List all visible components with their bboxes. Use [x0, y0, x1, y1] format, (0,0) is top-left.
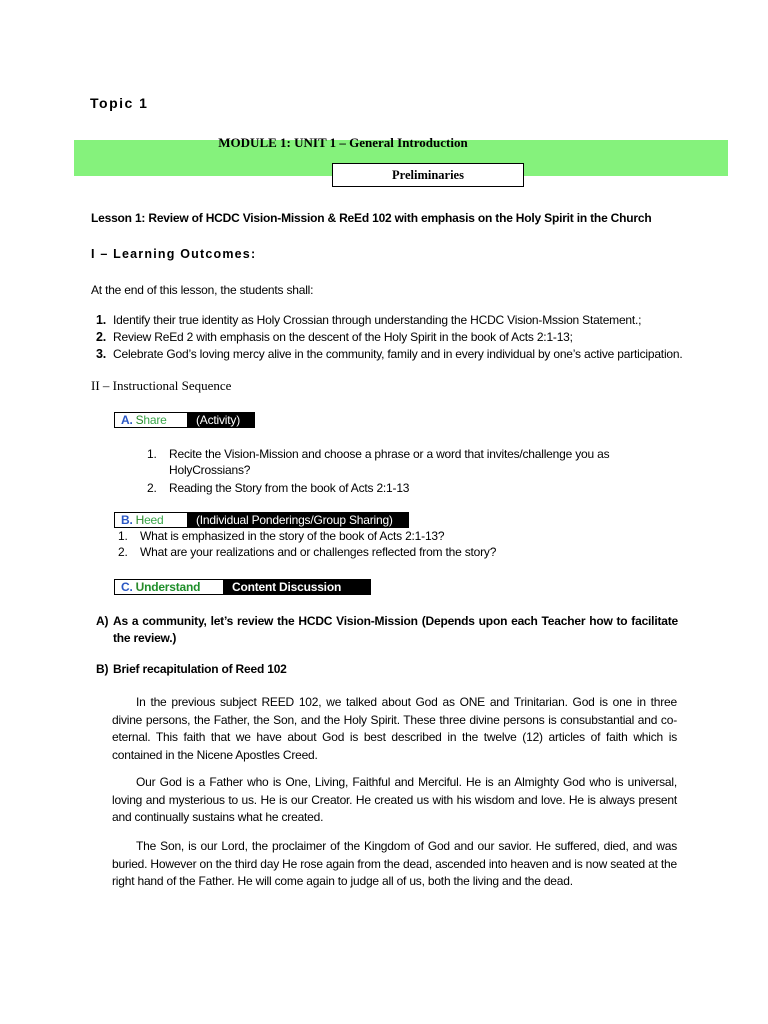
list-item	[96, 347, 683, 364]
heed-letter: B.	[121, 513, 133, 527]
share-label-box	[114, 412, 188, 428]
item-text: Review ReEd 2 with emphasis on the descent of the Holy Spirit in the book of Acts 2:1-13;	[113, 330, 573, 344]
heed-tag-box	[188, 512, 409, 528]
point-b	[96, 662, 287, 676]
topic-label: Topic 1	[90, 95, 149, 111]
item-text: Recite the Vision-Mission and choose a phrase or a word that invites/challenge you as HolyCrossians?	[169, 447, 610, 477]
understand-tag-box	[224, 579, 371, 595]
point-a-text: As a community, let’s review the HCDC Vision-Mission (Depends upon each Teacher how to facilitate the review.)	[113, 614, 678, 645]
understand-rest: nderstand	[144, 580, 201, 594]
outcomes-intro: At the end of this lesson, the students shall:	[91, 283, 314, 297]
item-number: 3.	[96, 347, 107, 361]
heed-label-box	[114, 512, 188, 528]
understand-label-box	[114, 579, 224, 595]
item-text: Identify their true identity as Holy Crossian through understanding the HCDC Vision-Mssion Statement.;	[113, 313, 642, 327]
share-tag-box	[188, 412, 255, 428]
share-bar	[114, 412, 255, 428]
item-number: 2.	[96, 330, 107, 344]
share-letter: A.	[121, 413, 133, 427]
paragraph-text: In the previous subject REED 102, we talked about God as ONE and Trinitarian. God is one in three divine persons, the Father, the Son, and the Holy Spirit. These three divine persons is consubstantial and co-eternal. This faith that we have about God is best described in the twelve (12) articles of faith which is contained in the Nicene Apostles Creed.	[112, 695, 677, 762]
heed-rest: eed	[144, 513, 164, 527]
point-a-label: A)	[96, 614, 109, 628]
learning-outcomes-heading: I – Learning Outcomes:	[91, 247, 257, 261]
list-item	[147, 446, 617, 478]
item-number: 1.	[118, 529, 128, 543]
heed-bar	[114, 512, 409, 528]
heed-list	[118, 528, 518, 560]
preliminaries-box	[332, 163, 524, 187]
item-number: 2.	[147, 481, 157, 495]
list-item	[118, 528, 518, 544]
point-b-text: Brief recapitulation of Reed 102	[113, 662, 287, 676]
understand-bar	[114, 579, 371, 595]
item-number: 1.	[96, 313, 107, 327]
paragraph-text: The Son, is our Lord, the proclaimer of the Kingdom of God and our savior. He suffered, died, and was buried. However on the third day He rose again from the dead, ascended into heaven and is now seated at the right hand of the Father. He will come again to judge all of us, both the living and the dead.	[112, 839, 677, 888]
understand-initial: U	[135, 580, 145, 594]
point-b-label: B)	[96, 662, 109, 676]
item-text: What are your realizations and or challenges reflected from the story?	[140, 545, 497, 559]
paragraph	[112, 838, 677, 891]
point-a	[96, 613, 678, 647]
understand-tag: Content Discussion	[232, 580, 342, 594]
preliminaries-label: Preliminaries	[392, 167, 464, 182]
instructional-sequence-heading: II – Instructional Sequence	[91, 378, 232, 393]
share-rest: hare	[143, 413, 167, 427]
lesson-title: Lesson 1: Review of HCDC Vision-Mission & ReEd 102 with emphasis on the Holy Spirit in the Church	[91, 211, 652, 225]
item-number: 2.	[118, 545, 128, 559]
list-item	[147, 480, 617, 496]
item-text: Celebrate God’s loving mercy alive in the community, family and in every individual by one’s active participation.	[113, 347, 683, 361]
heed-initial: H	[135, 513, 145, 527]
paragraph	[112, 694, 677, 764]
item-number: 1.	[147, 447, 157, 461]
item-text: What is emphasized in the story of the book of Acts 2:1-13?	[140, 529, 445, 543]
paragraph	[112, 774, 677, 827]
share-list	[147, 446, 617, 496]
list-item	[96, 330, 683, 347]
list-item	[96, 313, 683, 330]
module-title: MODULE 1: UNIT 1 – General Introduction	[218, 135, 468, 150]
share-initial: S	[135, 413, 144, 427]
outcomes-list	[96, 313, 683, 364]
list-item	[118, 544, 518, 560]
understand-letter: C.	[121, 580, 133, 594]
heed-tag: (Individual Ponderings/Group Sharing)	[196, 513, 393, 527]
paragraph-text: Our God is a Father who is One, Living, Faithful and Merciful. He is an Almighty God who is universal, loving and mysterious to us. He is our Creator. He created us with his wisdom and love. He is always present and continually sustains what he created.	[112, 775, 677, 824]
item-text: Reading the Story from the book of Acts 2:1-13	[169, 481, 410, 495]
share-tag: (Activity)	[196, 413, 240, 427]
